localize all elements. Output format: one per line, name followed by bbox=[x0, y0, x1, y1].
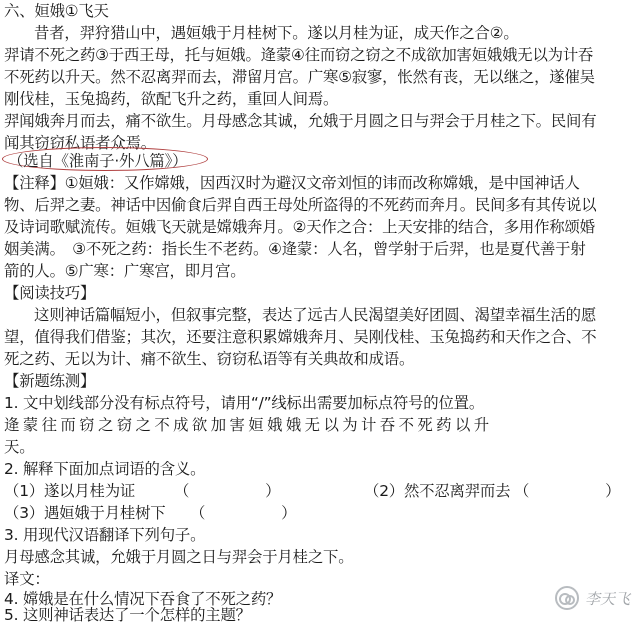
q2-item-label: （3）遇姮娥于月桂树下 bbox=[4, 504, 166, 522]
question-2: 2. 解释下面加点词语的含义。 bbox=[4, 460, 206, 478]
passage-line: 羿请不死之药③于西王母，托与姮娥。逄蒙④往而窃之窃之不成欲加害姮娥娥无以为计吞 bbox=[4, 46, 594, 64]
question-3-sentence: 月母感念其诚，允娥于月圆之日与羿会于月桂之下。 bbox=[4, 548, 354, 566]
question-2-row bbox=[4, 480, 636, 502]
question-5: 5. 这则神话表达了一个怎样的主题？ bbox=[4, 606, 251, 624]
wechat-logo-icon bbox=[555, 586, 579, 610]
passage-line: 闻其窃窃私语者众焉。 bbox=[4, 134, 156, 152]
notes-line: 及诗词歌赋流传。姮娥飞天就是嫦娥奔月。②天作之合：上天安排的结合，多用作称颂婚 bbox=[4, 218, 595, 236]
notes-line: 物、后羿之妻。神话中因偷食后羿自西王母处所盗得的不死药而奔月。民间多有其传说以 bbox=[4, 196, 597, 214]
passage-line: 不死药以升天。然不忍离羿而去，滞留月宫。广寒⑤寂寥，怅然有丧，无以继之，遂催吴 bbox=[4, 68, 595, 86]
section-title: 六、姮娥①飞天 bbox=[4, 2, 109, 20]
source-citation: （选自《淮南子·外八篇》） bbox=[8, 152, 188, 170]
question-3-answer-label: 译文： bbox=[4, 570, 50, 588]
question-1-text: 天。 bbox=[4, 438, 35, 456]
passage-line: 刚伐桂，玉兔捣药，欲配飞升之药，重回人间焉。 bbox=[4, 90, 339, 108]
watermark bbox=[555, 578, 630, 618]
notes-line: 箭的人。⑤广寒：广寒宫，即月宫。 bbox=[4, 262, 246, 280]
question-2-row bbox=[4, 502, 636, 524]
question-3: 3. 用现代汉语翻译下列句子。 bbox=[4, 526, 206, 544]
tips-heading: 【阅读技巧】 bbox=[4, 284, 96, 302]
q2-item-label: （2）然不忍离羿而去 bbox=[364, 482, 511, 500]
q2-answer-blank[interactable]: （ ） bbox=[514, 482, 621, 500]
q2-item-label: （1）遂以月桂为证 bbox=[4, 482, 136, 500]
watermark-text: 李天飞 bbox=[584, 589, 630, 608]
question-1-text: 逄蒙往而窃之窃之不成欲加害姮娥娥无以为计吞不死药以升 bbox=[4, 416, 493, 434]
tips-line: 望，值得我们借鉴；其次，还要注意积累嫦娥奔月、吴刚伐桂、玉兔捣药和天作之合、不 bbox=[4, 328, 597, 346]
q2-answer-blank[interactable]: （ ） bbox=[190, 504, 297, 522]
passage-line: 昔者，羿狩猎山中，遇姮娥于月桂树下。遂以月桂为证，成天作之合②。 bbox=[34, 24, 519, 42]
q2-answer-blank[interactable]: （ ） bbox=[174, 482, 281, 500]
tips-line: 死之药、无以为计、痛不欲生、窃窃私语等有关典故和成语。 bbox=[4, 350, 415, 368]
passage-line: 羿闻娥奔月而去，痛不欲生。月母感念其诚，允娥于月圆之日与羿会于月桂之下。民间有 bbox=[4, 112, 597, 130]
tips-line: 这则神话篇幅短小，但叙事完整，表达了远古人民渴望美好团圆、渴望幸福生活的愿 bbox=[34, 306, 597, 324]
notes-line: 姻美满。 ③不死之药：指长生不老药。④逄蒙：人名，曾学射于后羿，也是夏代善于射 bbox=[4, 240, 586, 258]
question-1: 1. 文中划线部分没有标点符号，请用“/”线标出需要加标点符号的位置。 bbox=[4, 394, 485, 412]
notes-line: 【注释】①姮娥：又作嫦娥，因西汉时为避汉文帝刘恒的讳而改称嫦娥，是中国神话人 bbox=[4, 174, 580, 192]
exercise-heading: 【新题练测】 bbox=[4, 372, 96, 390]
question-4: 4. 嫦娥是在什么情况下吞食了不死之药？ bbox=[4, 590, 282, 608]
